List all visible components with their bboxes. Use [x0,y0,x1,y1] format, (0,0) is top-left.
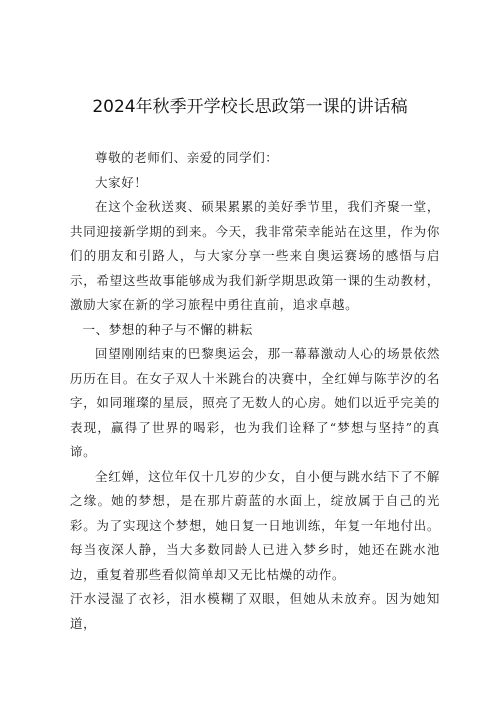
document-title: 2024年秋季开学校长思政第一课的讲话稿 [92,97,408,117]
continuation-paragraph: 汗水浸湿了衣衫，泪水模糊了双眼，但她从未放弃。因为她知道， [70,591,440,631]
document-body [70,146,440,636]
greeting: 大家好！ [95,174,148,190]
opening-paragraph: 在这个金秋送爽、硕果累累的美好季节里，我们齐聚一堂，共同迎接新学期的到来。今天，我非常荣幸能站在这里，作为你们的朋友和引路人，与大家分享一些来自奥运赛场的感悟与启示，希望这些故事能够成为我们新学期思政第一课的生动教材，激励大家在新的学习旅程中勇往直前，追求卓越。 [70,199,440,312]
paragraph: 全红婵，这位年仅十几岁的少女，自小便与跳水结下了不解之缘。她的梦想，是在那片蔚蓝的水面上，绽放属于自己的光彩。为了实现这个梦想，她日复一日地训练，年复一年地付出。每当夜深人静，当大多数同龄人已进入梦乡时，她还在跳水池边，重复着那些看似简单却又无比枯燥的动作。 [70,468,440,582]
paragraph: 回望刚刚结束的巴黎奥运会，那一幕幕激动人心的场景依然历历在目。在女子双人十米跳台的决赛中，全红婵与陈芋汐的名字，如同璀璨的星辰，照亮了无数人的心房。她们以近乎完美的表现，赢得了世界的喝彩，也为我们诠释了“梦想与坚持”的真谛。 [70,346,440,459]
section-heading: 一、梦想的种子与不懈的耕耘 [82,321,253,337]
salutation: 尊敬的老师们、亲爱的同学们： [95,150,279,165]
